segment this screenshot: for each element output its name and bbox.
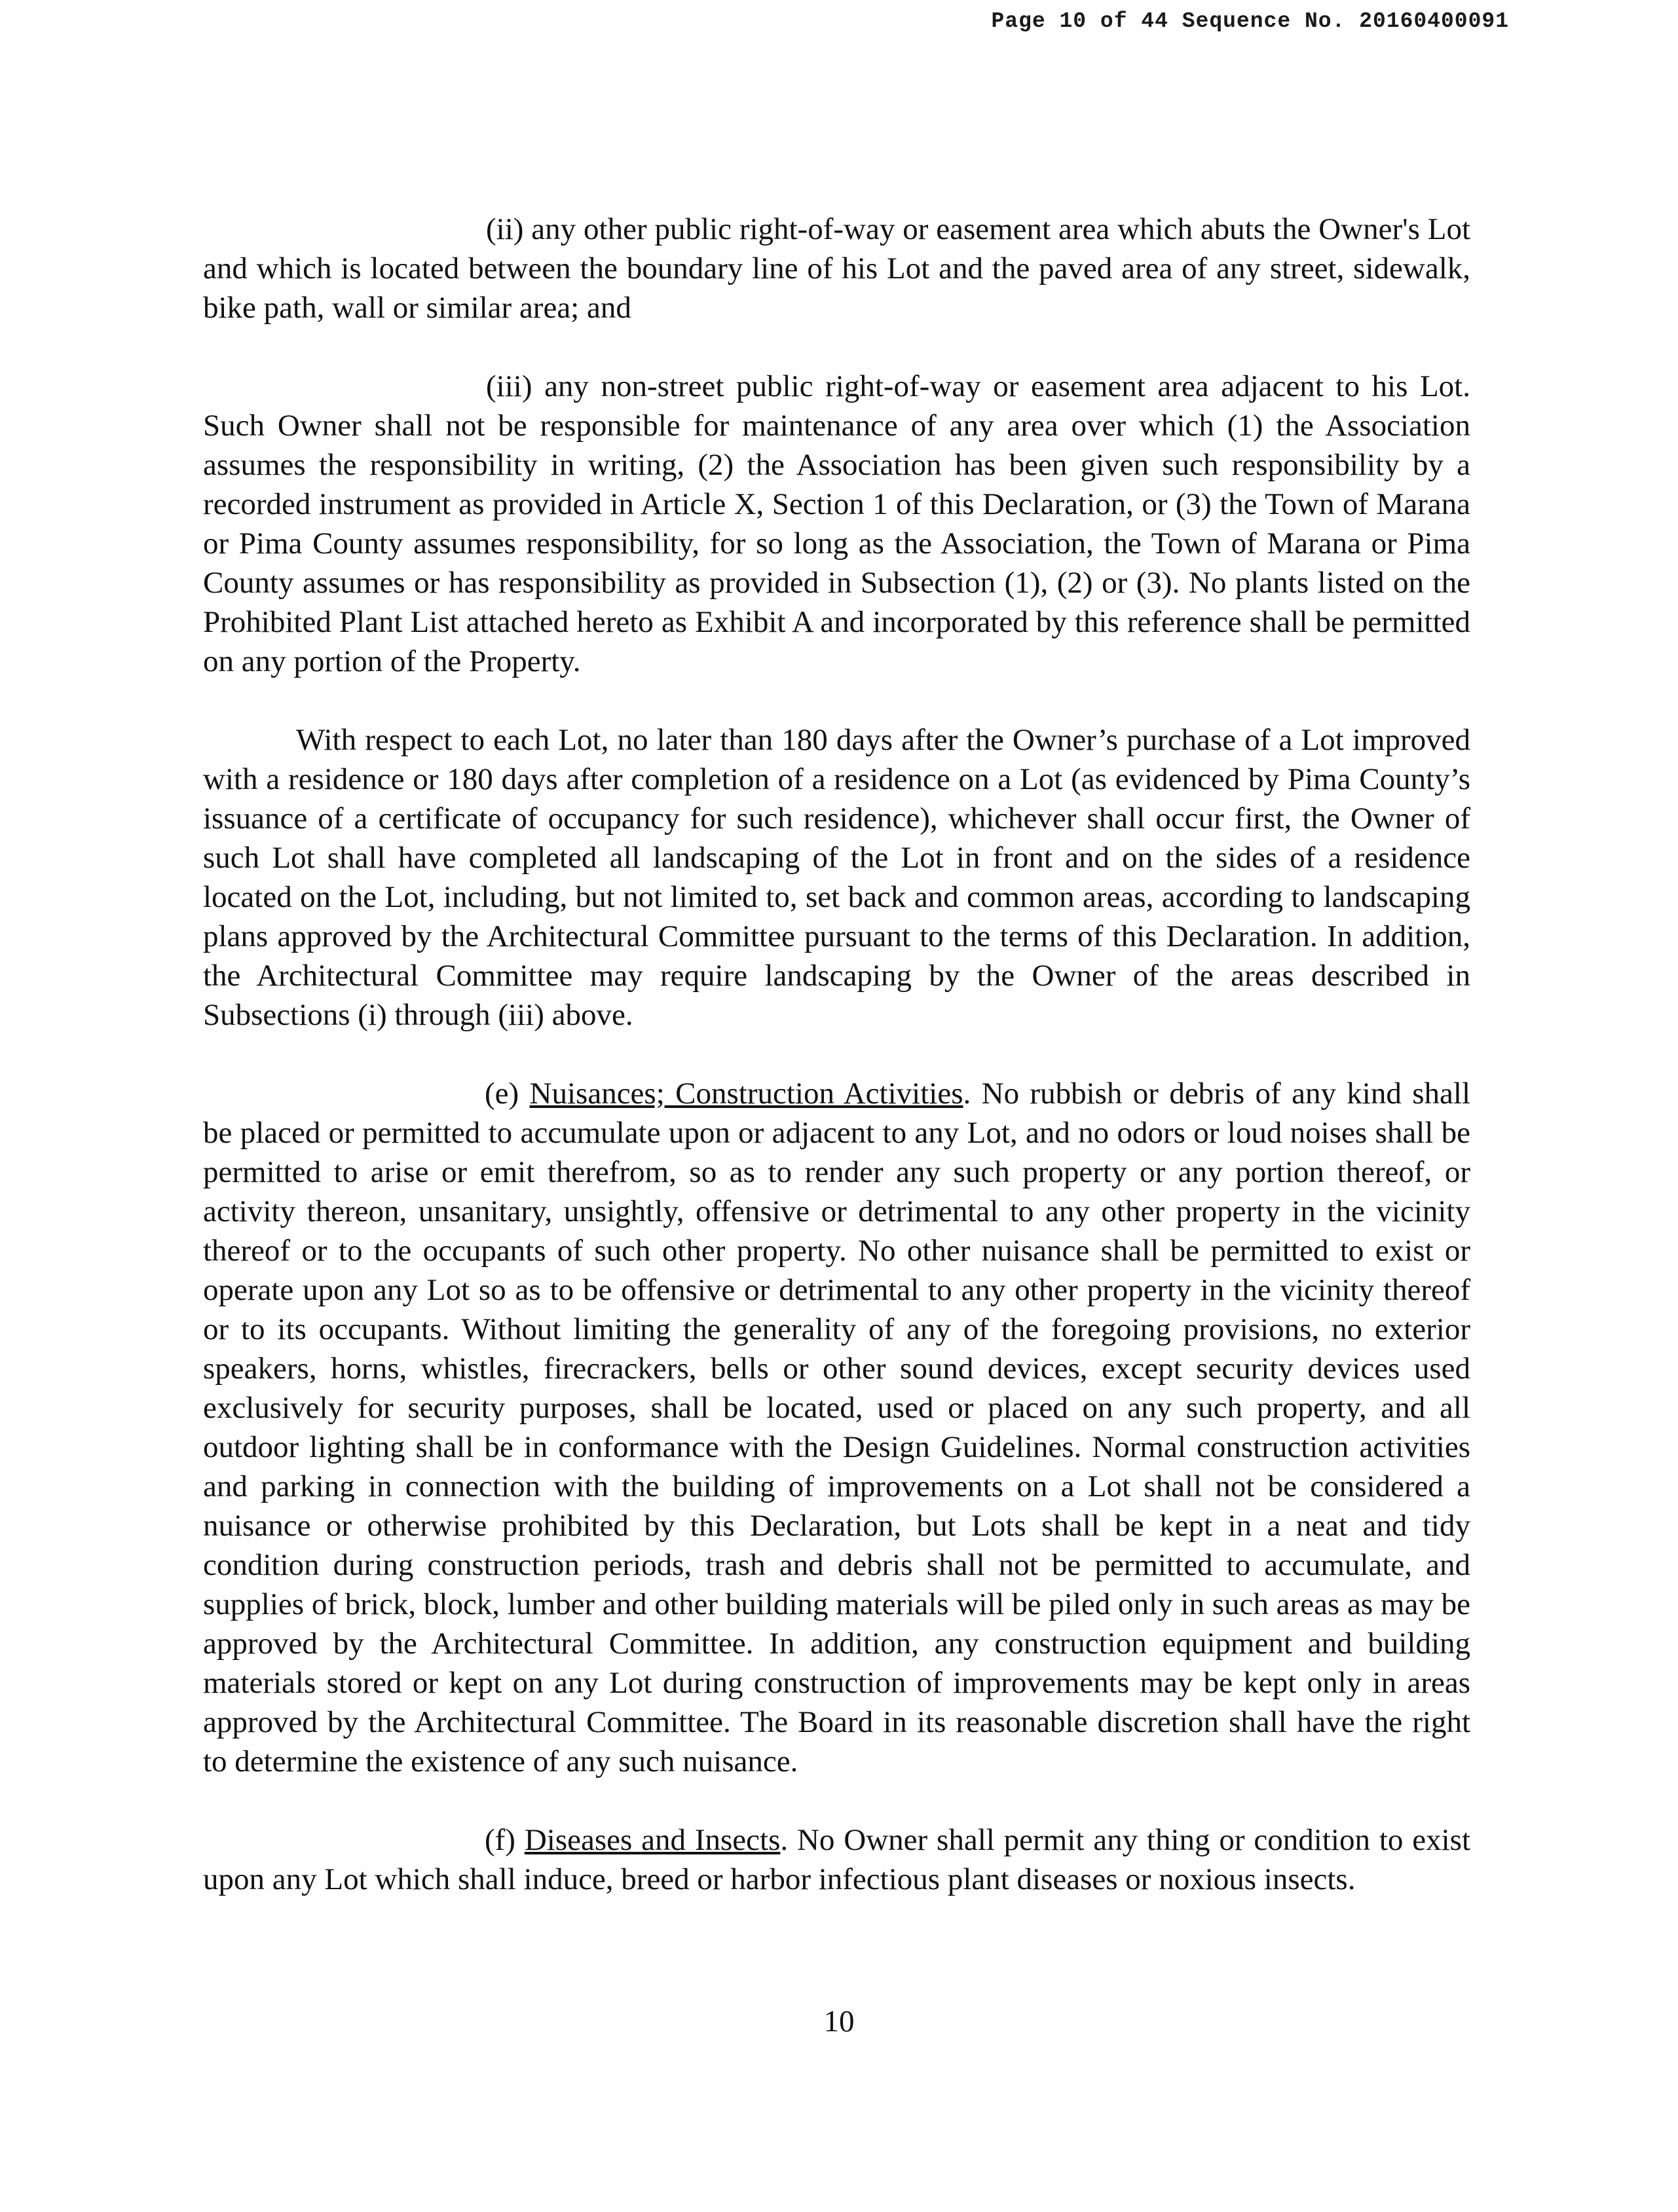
landscaping-deadline-paragraph: With respect to each Lot, no later than 180 days after the Owner’s purchase of a Lot improved with a residence or 180 days after completion of a residence on a Lot (as evidenced by Pima County’s issuance of a certificate of occupancy for such residence), whichever shall occur first, the Owner of such Lot shall have completed all landscaping of the Lot in front and on the sides of a residence located on the Lot, including, but not limited to, set back and common areas, according to landscaping plans approved by the Architectural Committee pursuant to the terms of this Declaration. In addition, the Architectural Committee may require landscaping by the Owner of the areas described in Subsections (i) through (iii) above. (203, 723, 1470, 1032)
section-f-paragraph (203, 1820, 1470, 1899)
section-e-paragraph (203, 1074, 1470, 1781)
subsection-ii-paragraph: (ii) any other public right-of-way or easement area which abuts the Owner's Lot and which is located between the boundary line of his Lot and the paved area of any street, sidewalk, bike path, wall or similar area; and (203, 212, 1470, 325)
section-f-text: . No Owner shall permit any thing or condition to exist upon any Lot which shall induce, breed or harbor infectious plant diseases or noxious insects. (203, 1823, 1470, 1896)
section-e-heading: Nuisances; Construction Activities (529, 1077, 963, 1111)
page-sequence-header: Page 10 of 44 Sequence No. 20160400091 (991, 9, 1509, 33)
section-e-label: (e) (485, 1077, 530, 1111)
section-f-label: (f) (485, 1823, 525, 1857)
document-body (203, 210, 1470, 1938)
page-number: 10 (823, 2004, 855, 2038)
subsection-iii-paragraph: (iii) any non-street public right-of-way or easement area adjacent to his Lot. Such Owner shall not be responsible for maintenance of any area over which (1) the Association assumes the responsibility in writing, (2) the Association has been given such responsibility by a recorded instrument as provided in Article X, Section 1 of this Declaration, or (3) the Town of Marana or Pima County assumes responsibility, for so long as the Association, the Town of Marana or Pima County assumes or has responsibility as provided in Subsection (1), (2) or (3). No plants listed on the Prohibited Plant List attached hereto as Exhibit A and incorporated by this reference shall be permitted on any portion of the Property. (203, 369, 1470, 678)
section-e-text: . No rubbish or debris of any kind shall be placed or permitted to accumulate upon or adjacent to any Lot, and no odors or loud noises shall be permitted to arise or emit therefrom, so as to render any such property or any portion thereof, or activity thereon, unsanitary, unsightly, offensive or detrimental to any other property in the vicinity thereof or to the occupants of such other property. No other nuisance shall be permitted to exist or operate upon any Lot so as to be offensive or detrimental to any other property in the vicinity thereof or to its occupants. Without limiting the generality of any of the foregoing provisions, no exterior speakers, horns, whistles, firecrackers, bells or other sound devices, except security devices used exclusively for security purposes, shall be located, used or placed on any such property, and all outdoor lighting shall be in conformance with the Design Guidelines. Normal construction activities and parking in connection with the building of improvements on a Lot shall not be considered a nuisance or otherwise prohibited by this Declaration, but Lots shall be kept in a neat and tidy condition during construction periods, trash and debris shall not be permitted to accumulate, and supplies of brick, block, lumber and other building materials will be piled only in such areas as may be approved by the Architectural Committee. In addition, any construction equipment and building materials stored or kept on any Lot during construction of improvements may be kept only in areas approved by the Architectural Committee. The Board in its reasonable discretion shall have the right to determine the existence of any such nuisance. (203, 1077, 1471, 1779)
section-f-heading: Diseases and Insects (524, 1823, 781, 1857)
